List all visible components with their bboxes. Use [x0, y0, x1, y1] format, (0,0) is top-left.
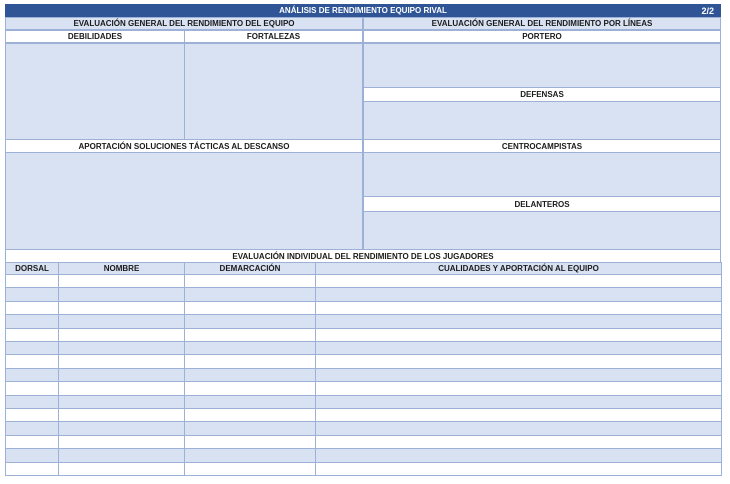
player-cell-demarcacion[interactable]: [184, 301, 316, 315]
defenders-header: DEFENSAS: [363, 87, 721, 102]
player-cell-cualidades[interactable]: [315, 341, 722, 355]
player-cell-dorsal[interactable]: [5, 328, 59, 342]
title-bar: [5, 4, 721, 17]
forwards-header: DELANTEROS: [363, 196, 721, 212]
player-cell-cualidades[interactable]: [315, 462, 722, 476]
player-cell-nombre[interactable]: [58, 448, 185, 462]
strengths-field[interactable]: [184, 43, 363, 140]
column-header-dorsal: DORSAL: [5, 262, 59, 275]
player-cell-dorsal[interactable]: [5, 314, 59, 328]
player-cell-demarcacion[interactable]: [184, 354, 316, 368]
player-cell-demarcacion[interactable]: [184, 328, 316, 342]
halftime-field[interactable]: [5, 152, 363, 250]
players-section-heading: EVALUACIÓN INDIVIDUAL DEL RENDIMIENTO DE LOS JUGADORES: [5, 249, 721, 263]
player-cell-cualidades[interactable]: [315, 287, 722, 301]
player-cell-cualidades[interactable]: [315, 381, 722, 395]
player-cell-demarcacion[interactable]: [184, 448, 316, 462]
goalkeeper-field[interactable]: [363, 43, 721, 88]
player-cell-nombre[interactable]: [58, 381, 185, 395]
halftime-header: APORTACIÓN SOLUCIONES TÁCTICAS AL DESCANSO: [5, 139, 363, 153]
player-cell-demarcacion[interactable]: [184, 462, 316, 476]
player-cell-demarcacion[interactable]: [184, 395, 316, 409]
column-header-demarcacion: DEMARCACIÓN: [184, 262, 316, 275]
defenders-field[interactable]: [363, 101, 721, 140]
player-cell-cualidades[interactable]: [315, 314, 722, 328]
player-cell-nombre[interactable]: [58, 368, 185, 382]
page-number: 2/2: [701, 5, 714, 16]
player-cell-demarcacion[interactable]: [184, 368, 316, 382]
forwards-field[interactable]: [363, 211, 721, 250]
player-cell-cualidades[interactable]: [315, 368, 722, 382]
lines-section-heading: EVALUACIÓN GENERAL DEL RENDIMIENTO POR LÍNEAS: [363, 17, 721, 30]
player-cell-demarcacion[interactable]: [184, 435, 316, 449]
player-cell-nombre[interactable]: [58, 301, 185, 315]
player-cell-demarcacion[interactable]: [184, 341, 316, 355]
player-cell-demarcacion[interactable]: [184, 421, 316, 435]
player-cell-demarcacion[interactable]: [184, 314, 316, 328]
column-header-cualidades: CUALIDADES Y APORTACIÓN AL EQUIPO: [315, 262, 722, 275]
player-cell-nombre[interactable]: [58, 287, 185, 301]
player-cell-cualidades[interactable]: [315, 421, 722, 435]
player-cell-demarcacion[interactable]: [184, 287, 316, 301]
player-cell-nombre[interactable]: [58, 421, 185, 435]
player-cell-dorsal[interactable]: [5, 287, 59, 301]
player-cell-nombre[interactable]: [58, 435, 185, 449]
midfielders-field[interactable]: [363, 152, 721, 197]
player-cell-dorsal[interactable]: [5, 421, 59, 435]
player-cell-dorsal[interactable]: [5, 408, 59, 422]
player-cell-demarcacion[interactable]: [184, 274, 316, 288]
player-cell-dorsal[interactable]: [5, 435, 59, 449]
player-cell-dorsal[interactable]: [5, 448, 59, 462]
strengths-header: FORTALEZAS: [184, 30, 363, 43]
player-cell-nombre[interactable]: [58, 328, 185, 342]
page-title: ANÁLISIS DE RENDIMIENTO EQUIPO RIVAL: [279, 6, 447, 15]
team-section-heading: EVALUACIÓN GENERAL DEL RENDIMIENTO DEL EQUIPO: [5, 17, 363, 30]
player-cell-cualidades[interactable]: [315, 301, 722, 315]
player-cell-dorsal[interactable]: [5, 368, 59, 382]
player-cell-nombre[interactable]: [58, 462, 185, 476]
player-cell-nombre[interactable]: [58, 341, 185, 355]
weaknesses-header: DEBILIDADES: [5, 30, 185, 43]
player-cell-nombre[interactable]: [58, 395, 185, 409]
player-cell-nombre[interactable]: [58, 408, 185, 422]
player-cell-dorsal[interactable]: [5, 381, 59, 395]
midfielders-header: CENTROCAMPISTAS: [363, 139, 721, 153]
player-cell-dorsal[interactable]: [5, 274, 59, 288]
player-cell-cualidades[interactable]: [315, 448, 722, 462]
player-cell-cualidades[interactable]: [315, 435, 722, 449]
player-cell-cualidades[interactable]: [315, 395, 722, 409]
player-cell-dorsal[interactable]: [5, 301, 59, 315]
player-cell-demarcacion[interactable]: [184, 408, 316, 422]
goalkeeper-header: PORTERO: [363, 30, 721, 43]
player-cell-cualidades[interactable]: [315, 274, 722, 288]
player-cell-cualidades[interactable]: [315, 354, 722, 368]
player-cell-nombre[interactable]: [58, 274, 185, 288]
player-cell-dorsal[interactable]: [5, 341, 59, 355]
player-cell-dorsal[interactable]: [5, 354, 59, 368]
player-cell-demarcacion[interactable]: [184, 381, 316, 395]
player-cell-dorsal[interactable]: [5, 395, 59, 409]
weaknesses-field[interactable]: [5, 43, 185, 140]
column-header-nombre: NOMBRE: [58, 262, 185, 275]
player-cell-nombre[interactable]: [58, 354, 185, 368]
player-cell-cualidades[interactable]: [315, 328, 722, 342]
player-cell-nombre[interactable]: [58, 314, 185, 328]
player-cell-cualidades[interactable]: [315, 408, 722, 422]
player-cell-dorsal[interactable]: [5, 462, 59, 476]
